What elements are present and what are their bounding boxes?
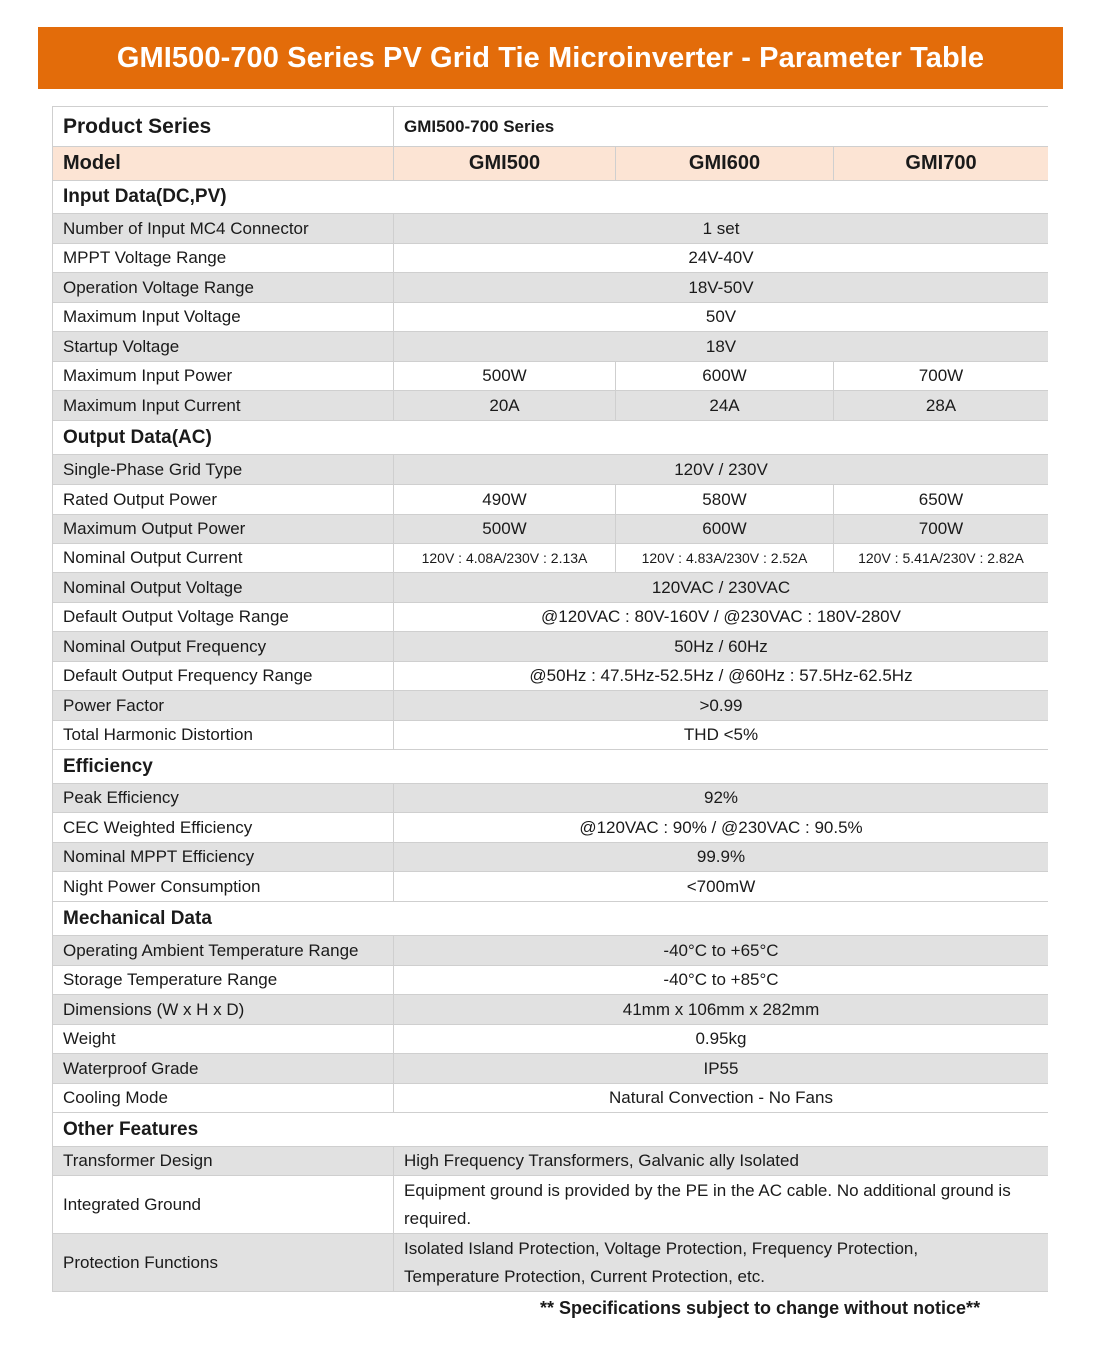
row-value-gmi700: 650W [918,489,964,509]
table-row [53,544,1048,573]
row-label: Cooling Mode [53,1084,394,1112]
row-label: Dimensions (W x H x D) [53,995,394,1024]
table-row [53,1025,1048,1054]
table-row [53,303,1048,332]
row-label: Maximum Output Power [53,515,394,543]
row-value: -40°C to +85°C [663,970,779,989]
section-efficiency-header [53,750,1048,784]
row-value: @120VAC : 90% / @230VAC : 90.5% [579,817,863,837]
row-value: THD <5% [683,725,759,744]
table-row [53,662,1048,691]
row-label: Nominal MPPT Efficiency [53,843,394,871]
product-series-row [53,107,1048,147]
row-label: Waterproof Grade [53,1054,394,1083]
row-value-gmi600: 580W [616,485,834,514]
table-row [53,1234,1048,1292]
row-value-gmi600: 600W [616,515,834,543]
section-other-header [53,1113,1048,1147]
product-series-value: GMI500-700 Series [404,116,555,136]
row-label: Single-Phase Grid Type [53,455,394,484]
table-row [53,515,1048,544]
row-label: CEC Weighted Efficiency [53,813,394,842]
row-label: Nominal Output Frequency [53,632,394,661]
row-label: Transformer Design [53,1147,394,1175]
row-value: @120VAC : 80V-160V / @230VAC : 180V-280V [541,607,901,626]
table-row [53,1147,1048,1176]
table-row [53,573,1048,603]
row-value-gmi700: 120V : 5.41A/230V : 2.82A [858,550,1024,566]
table-row [53,966,1048,995]
section-title: Output Data(AC) [63,426,212,448]
table-row [53,843,1048,872]
table-row [53,244,1048,273]
section-input-header [53,181,1048,214]
section-title: Efficiency [63,755,153,777]
section-output-header [53,421,1048,455]
row-label: Default Output Frequency Range [53,662,394,690]
row-label: Maximum Input Current [53,391,394,420]
row-label: Peak Efficiency [53,784,394,812]
row-value-gmi500: 20A [394,391,616,420]
row-value: Equipment ground is provided by the PE in the AC cable. No additional ground is required. [404,1180,1011,1228]
table-row [53,632,1048,662]
row-value: High Frequency Transformers, Galvanic ally Isolated [404,1151,799,1170]
table-row [53,691,1048,721]
table-row [53,784,1048,813]
row-value: IP55 [703,1058,739,1078]
row-label: Operation Voltage Range [53,273,394,302]
page-title: GMI500-700 Series PV Grid Tie Microinverter - Parameter Table [116,41,985,74]
model-label: Model [53,147,394,180]
row-value: 99.9% [696,847,746,866]
row-value: 41mm x 106mm x 282mm [622,999,820,1019]
table-row [53,273,1048,303]
row-value: 24V-40V [688,248,754,267]
row-value: Isolated Island Protection, Voltage Protection, Frequency Protection, Temperature Protection, Current Protection, etc. [404,1238,919,1286]
section-mechanical-header [53,902,1048,936]
section-title: Mechanical Data [63,907,212,929]
row-value: @50Hz : 47.5Hz-52.5Hz / @60Hz : 57.5Hz-62.5Hz [529,666,913,685]
table-row [53,1176,1048,1234]
row-value: 92% [703,788,739,807]
row-value: 0.95kg [695,1029,747,1048]
row-value-gmi500: 490W [394,485,616,514]
row-label: Nominal Output Current [53,544,394,572]
row-label: Operating Ambient Temperature Range [53,936,394,965]
row-label: Integrated Ground [53,1176,394,1233]
model-gmi600: GMI600 [616,147,834,180]
row-value-gmi600: 600W [616,362,834,390]
row-label: Maximum Input Power [53,362,394,390]
section-title: Other Features [63,1118,199,1140]
row-value: 50V [705,307,737,326]
table-row [53,813,1048,843]
row-value: >0.99 [699,695,743,715]
row-value-gmi500: 500W [394,362,616,390]
row-label: Power Factor [53,691,394,720]
table-row [53,1084,1048,1113]
row-label: Maximum Input Voltage [53,303,394,331]
row-value: -40°C to +65°C [663,940,779,960]
row-value: <700mW [686,876,756,896]
row-value: 18V-50V [688,277,754,297]
row-value: 120VAC / 230VAC [651,577,791,597]
row-value-gmi700: 700W [918,519,964,538]
row-value-gmi500: 120V : 4.08A/230V : 2.13A [394,544,616,572]
row-label: Weight [53,1025,394,1053]
table-row [53,485,1048,515]
row-label: Startup Voltage [53,332,394,361]
section-title: Input Data(DC,PV) [63,186,227,207]
row-label: Nominal Output Voltage [53,573,394,602]
table-row [53,721,1048,750]
table-row [53,214,1048,244]
row-value: 1 set [702,218,740,238]
row-label: MPPT Voltage Range [53,244,394,272]
row-label: Rated Output Power [53,485,394,514]
table-row [53,332,1048,362]
row-value: 50Hz / 60Hz [674,636,768,656]
parameter-table [52,106,1048,1292]
table-row [53,936,1048,966]
model-row [53,147,1048,181]
row-value: Natural Convection - No Fans [609,1088,833,1107]
page-title-banner [38,27,1063,89]
table-row [53,603,1048,632]
row-label: Night Power Consumption [53,872,394,901]
table-row [53,391,1048,421]
row-value-gmi600: 120V : 4.83A/230V : 2.52A [616,544,834,572]
row-value-gmi600: 24A [616,391,834,420]
row-label: Total Harmonic Distortion [53,721,394,749]
table-row [53,362,1048,391]
product-series-label: Product Series [53,107,394,146]
table-row [53,995,1048,1025]
row-label: Default Output Voltage Range [53,603,394,631]
table-row [53,455,1048,485]
model-gmi700: GMI700 [905,152,977,174]
row-value: 120V / 230V [674,459,768,479]
row-label: Storage Temperature Range [53,966,394,994]
table-row [53,1054,1048,1084]
row-label: Number of Input MC4 Connector [53,214,394,243]
row-value-gmi700: 28A [925,395,957,415]
row-value: 18V [705,336,737,356]
table-row [53,872,1048,902]
row-value-gmi700: 700W [918,366,964,385]
disclaimer-note: ** Specifications subject to change without notice** [540,1298,981,1318]
row-label: Protection Functions [53,1234,394,1291]
row-value-gmi500: 500W [394,515,616,543]
model-gmi500: GMI500 [394,147,616,180]
